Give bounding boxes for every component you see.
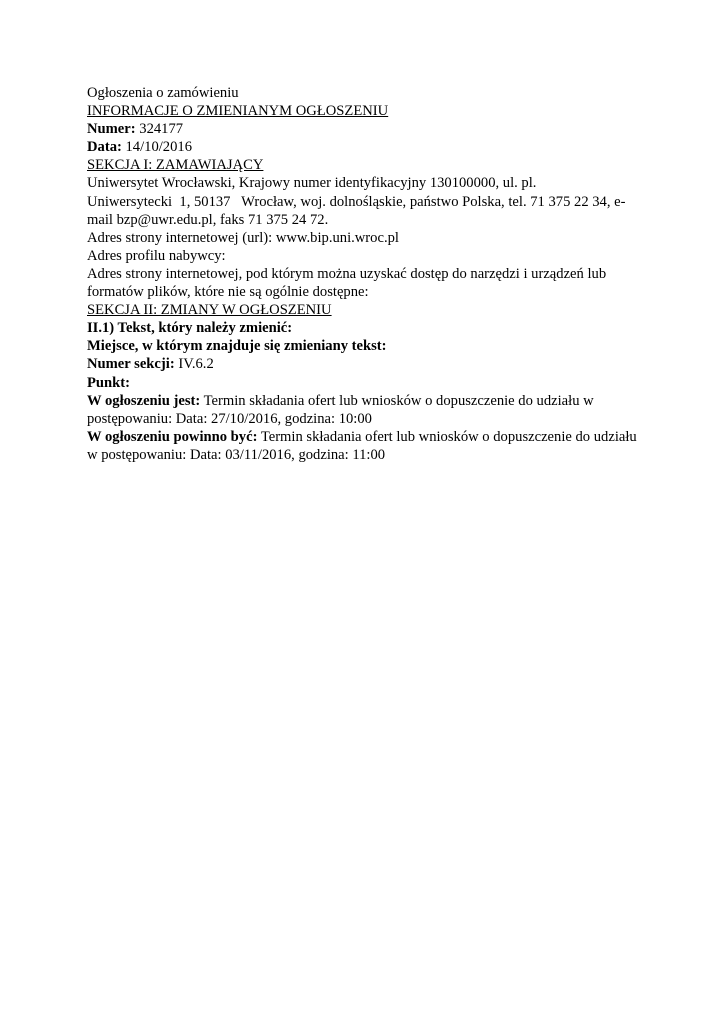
document-heading: Ogłoszenia o zamówieniu (87, 85, 239, 101)
section-number-label: Numer sekcji: (87, 356, 175, 373)
date-value: 14/10/2016 (121, 139, 192, 156)
should-be-row (87, 428, 647, 446)
point-label: Punkt: (87, 374, 130, 391)
is-row (87, 392, 647, 410)
text-to-change-heading: II.1) Tekst, który należy zmienić: (87, 320, 293, 337)
number-row (87, 120, 647, 138)
number-label: Numer: (87, 121, 136, 138)
section1-line-5: Adres profilu nabywcy: (87, 247, 226, 264)
is-text-1: Termin składania ofert lub wniosków o dopuszczenie do udziału w (200, 392, 594, 409)
document-page (87, 84, 647, 464)
section1-title: SEKCJA I: ZAMAWIAJĄCY (87, 157, 264, 174)
section1-line-7: formatów plików, które nie są ogólnie dostępne: (87, 284, 369, 301)
is-label: W ogłoszeniu jest: (87, 392, 201, 409)
number-value: 324177 (135, 121, 184, 138)
section1-line-6: Adres strony internetowej, pod którym można uzyskać dostęp do narzędzi i urządzeń lub (87, 265, 607, 282)
should-be-label: W ogłoszeniu powinno być: (87, 428, 258, 445)
section1-line-3: mail bzp@uwr.edu.pl, faks 71 375 24 72. (87, 211, 329, 228)
section1-line-1: Uniwersytet Wrocławski, Krajowy numer identyfikacyjny 130100000, ul. pl. (87, 175, 537, 192)
date-label: Data: (87, 139, 122, 156)
should-be-text-1: Termin składania ofert lub wniosków o dopuszczenie do udziału (257, 428, 637, 445)
should-be-text-2: w postępowaniu: Data: 03/11/2016, godzina: 11:00 (87, 446, 386, 463)
section2-title: SEKCJA II: ZMIANY W OGŁOSZENIU (87, 302, 332, 319)
place-heading: Miejsce, w którym znajduje się zmieniany tekst: (87, 338, 387, 355)
section1-line-2: Uniwersytecki 1, 50137 Wrocław, woj. dolnośląskie, państwo Polska, tel. 71 375 22 34, e- (87, 193, 626, 210)
info-title: INFORMACJE O ZMIENIANYM OGŁOSZENIU (87, 103, 389, 120)
section1-line-4: Adres strony internetowej (url): www.bip.uni.wroc.pl (87, 229, 399, 246)
is-text-2: postępowaniu: Data: 27/10/2016, godzina: 10:00 (87, 410, 372, 427)
section-number-value: IV.6.2 (174, 356, 214, 373)
date-row (87, 138, 647, 156)
section-number-row (87, 355, 647, 373)
